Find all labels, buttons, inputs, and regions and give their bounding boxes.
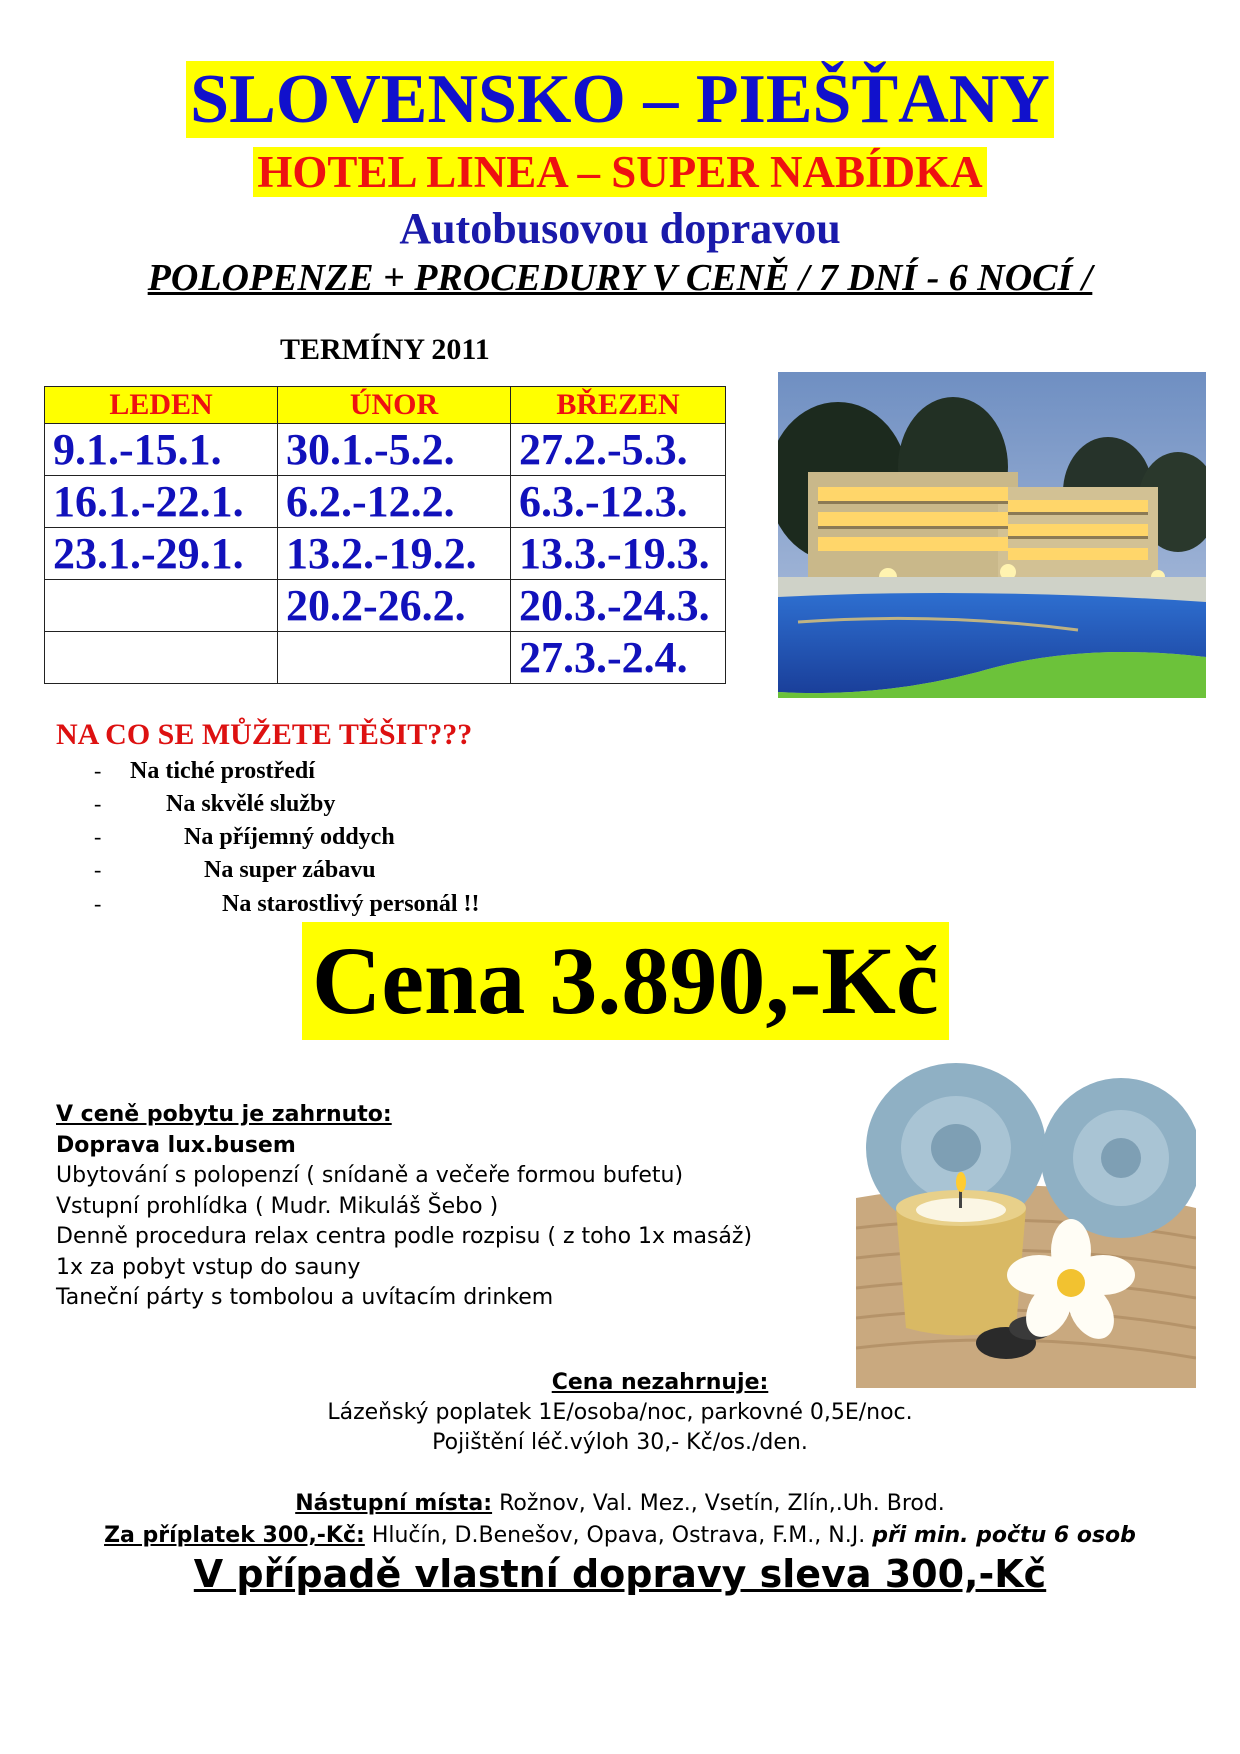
col-header-brezen: BŘEZEN xyxy=(511,387,726,424)
boarding-extra-label: Za příplatek 300,-Kč: xyxy=(104,1523,365,1548)
list-item: Na super zábavu xyxy=(204,857,376,883)
boarding-places: Rožnov, Val. Mez., Vsetín, Zlín,.Uh. Brod. xyxy=(492,1491,945,1516)
list-item: Na starostlivý personál !! xyxy=(222,891,480,917)
col-header-unor: ÚNOR xyxy=(278,387,511,424)
title-line-2: HOTEL LINEA – SUPER NABÍDKA xyxy=(0,146,1240,198)
spa-towels-candle-photo xyxy=(856,1058,1196,1388)
date-cell: 16.1.-22.1. xyxy=(45,476,278,528)
excluded-section xyxy=(0,1368,1240,1458)
date-cell: 13.2.-19.2. xyxy=(278,528,511,580)
boarding-section xyxy=(0,1488,1240,1552)
table-row xyxy=(45,528,726,580)
title-line-1: SLOVENSKO – PIEŠŤANY xyxy=(0,62,1240,138)
date-cell: 9.1.-15.1. xyxy=(45,424,278,476)
bullet-dash: - xyxy=(94,791,102,816)
title-line-4: POLOPENZE + PROCEDURY V CENĚ / 7 DNÍ - 6 NOCÍ / xyxy=(147,257,1093,299)
dates-table xyxy=(44,386,726,684)
boarding-extra-places: Hlučín, D.Benešov, Opava, Ostrava, F.M., N.J. xyxy=(364,1523,873,1548)
list-item: 1x za pobyt vstup do sauny xyxy=(56,1254,361,1280)
included-first-item: Doprava lux.busem xyxy=(56,1132,296,1158)
boarding-extra-note: při min. počtu 6 osob xyxy=(872,1523,1136,1548)
hotel-pool-photo xyxy=(778,372,1206,698)
table-row xyxy=(45,424,726,476)
date-cell: 23.1.-29.1. xyxy=(45,528,278,580)
list-item: Lázeňský poplatek 1E/osoba/noc, parkovné 0,5E/noc. xyxy=(327,1400,913,1425)
date-cell: 6.3.-12.3. xyxy=(511,476,726,528)
list-item: Taneční párty s tombolou a uvítacím drinkem xyxy=(56,1285,554,1310)
bullet-dash: - xyxy=(94,857,102,882)
date-cell xyxy=(45,632,278,684)
date-cell: 13.3.-19.3. xyxy=(511,528,726,580)
list-item: Vstupní prohlídka ( Mudr. Mikuláš Šebo ) xyxy=(56,1193,499,1219)
date-cell: 27.2.-5.3. xyxy=(511,424,726,476)
excluded-title: Cena nezahrnuje: xyxy=(551,1370,769,1395)
col-header-leden: LEDEN xyxy=(45,387,278,424)
list-item: Na skvělé služby xyxy=(166,791,336,817)
own-transport-discount: V případě vlastní dopravy sleva 300,-Kč xyxy=(193,1552,1047,1596)
bullet-dash: - xyxy=(94,891,102,916)
included-title: V ceně pobytu je zahrnuto: xyxy=(56,1102,392,1127)
price-banner: Cena 3.890,-Kč xyxy=(302,922,949,1040)
table-row xyxy=(45,476,726,528)
look-forward-title: NA CO SE MŮŽETE TĚŠIT??? xyxy=(56,718,473,751)
table-row xyxy=(45,632,726,684)
boarding-line xyxy=(0,1488,1240,1520)
title-line-3: Autobusovou dopravou xyxy=(399,204,841,253)
boarding-label: Nástupní místa: xyxy=(295,1491,493,1516)
date-cell xyxy=(45,580,278,632)
terms-title: TERMÍNY 2011 xyxy=(280,333,490,366)
included-section xyxy=(56,1100,752,1314)
date-cell: 30.1.-5.2. xyxy=(278,424,511,476)
list-item: Denně procedura relax centra podle rozpisu ( z toho 1x masáž) xyxy=(56,1224,753,1249)
table-row xyxy=(45,580,726,632)
date-cell: 20.2-26.2. xyxy=(278,580,511,632)
list-item: Pojištění léč.výloh 30,- Kč/os./den. xyxy=(432,1430,808,1455)
date-cell: 27.3.-2.4. xyxy=(511,632,726,684)
bullet-dash: - xyxy=(94,758,102,783)
boarding-extra-line xyxy=(0,1520,1240,1552)
date-cell xyxy=(278,632,511,684)
list-item: Na příjemný oddych xyxy=(184,824,395,850)
list-item: Ubytování s polopenzí ( snídaně a večeře formou bufetu) xyxy=(56,1163,684,1188)
date-cell: 6.2.-12.2. xyxy=(278,476,511,528)
list-item: Na tiché prostředí xyxy=(130,758,315,784)
date-cell: 20.3.-24.3. xyxy=(511,580,726,632)
bullet-dash: - xyxy=(94,824,102,849)
